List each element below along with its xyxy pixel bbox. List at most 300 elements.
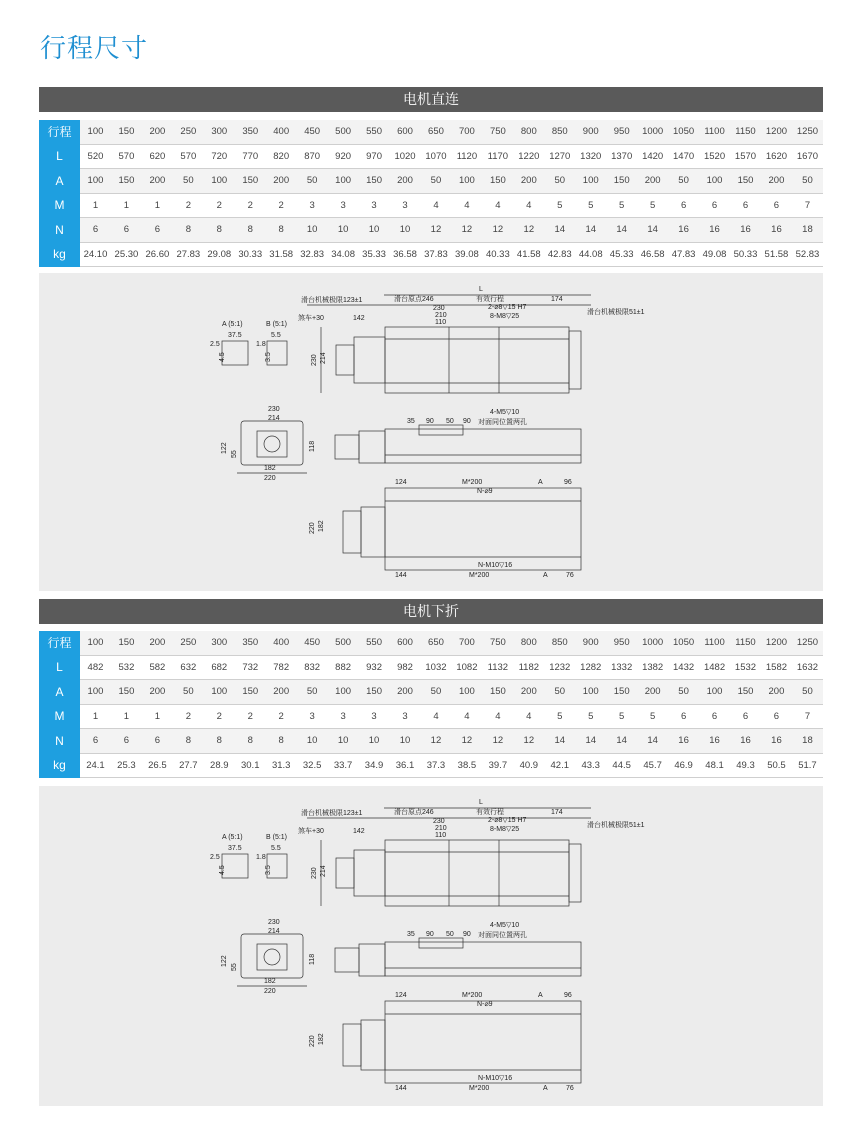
- table-cell: 100: [575, 169, 606, 194]
- dim-label: 8-M8▽25: [490, 826, 520, 833]
- table-cell: 920: [328, 144, 359, 169]
- table-cell: 8: [173, 729, 204, 754]
- table-cell: 1: [142, 704, 173, 729]
- dim-label: M*200: [469, 1085, 490, 1092]
- table-cell: 10: [359, 218, 390, 243]
- row-label: L: [39, 144, 80, 169]
- table-cell: 4: [420, 704, 451, 729]
- dim-label: N-⌀9: [477, 1001, 493, 1008]
- dim-label: 174: [551, 809, 563, 816]
- table-cell: 2: [235, 193, 266, 218]
- table-cell: 570: [111, 144, 142, 169]
- table-cell: 700: [451, 120, 482, 144]
- table-cell: 500: [328, 631, 359, 655]
- table-cell: 36.1: [390, 753, 421, 778]
- table-cell: 16: [730, 729, 761, 754]
- table-cell: 1532: [730, 655, 761, 680]
- dim-label: 滑台原点246: [394, 296, 434, 303]
- dim-label: 煞车+30: [298, 315, 324, 322]
- table-cell: 650: [420, 631, 451, 655]
- dim-label: 96: [564, 479, 572, 486]
- dim-label: 182: [318, 520, 325, 532]
- table-cell: 482: [80, 655, 111, 680]
- table-cell: 1170: [482, 144, 513, 169]
- table-cell: 46.9: [668, 753, 699, 778]
- table-cell: 1082: [451, 655, 482, 680]
- table-cell: 150: [111, 169, 142, 194]
- table-cell: 50: [544, 680, 575, 705]
- table-cell: 4: [513, 704, 544, 729]
- table-cell: 3: [390, 704, 421, 729]
- dim-label: A (5:1): [222, 321, 243, 328]
- table-cell: 7: [792, 193, 823, 218]
- row-label: M: [39, 704, 80, 729]
- table-cell: 650: [420, 120, 451, 144]
- table-cell: 16: [761, 729, 792, 754]
- dim-label: 2-⌀8▽15 H7: [488, 304, 527, 311]
- table-cell: 10: [297, 729, 328, 754]
- table-cell: 1: [142, 193, 173, 218]
- table-cell: 50.33: [730, 242, 761, 267]
- dim-label: 214: [320, 865, 327, 877]
- table-cell: 1050: [668, 631, 699, 655]
- bottom-view: [309, 992, 581, 1092]
- table-cell: 832: [297, 655, 328, 680]
- dim-label: 220: [264, 988, 276, 995]
- table-cell: 50: [173, 169, 204, 194]
- table-cell: 100: [451, 169, 482, 194]
- row-label: N: [39, 218, 80, 243]
- table-cell: 26.5: [142, 753, 173, 778]
- bottom-view: [309, 479, 581, 579]
- dim-label: 110: [435, 832, 447, 839]
- dim-label: N-M10▽16: [478, 1075, 513, 1082]
- dim-label: 4.5: [219, 865, 226, 875]
- table-cell: 1000: [637, 631, 668, 655]
- table-cell: 200: [266, 169, 297, 194]
- table-cell: 800: [513, 120, 544, 144]
- table-cell: 51.7: [792, 753, 823, 778]
- dim-label: 有效行程: [476, 296, 504, 303]
- dim-label: 118: [309, 440, 316, 452]
- dim-label: 5.5: [271, 332, 281, 339]
- table-cell: 31.3: [266, 753, 297, 778]
- dim-label: 37.5: [228, 332, 242, 339]
- table-cell: 150: [730, 680, 761, 705]
- table-cell: 1420: [637, 144, 668, 169]
- table-cell: 200: [390, 680, 421, 705]
- table-cell: 100: [204, 680, 235, 705]
- table-cell: 150: [111, 631, 142, 655]
- dim-label: 220: [309, 1035, 316, 1047]
- dim-label: 滑台机械极限123±1: [301, 297, 363, 304]
- table-cell: 200: [761, 169, 792, 194]
- drawing-panel-direct: [39, 273, 823, 591]
- table-cell: 100: [80, 631, 111, 655]
- table-row: [39, 144, 823, 169]
- dim-label: A (5:1): [222, 834, 243, 841]
- dim-label: A: [538, 479, 543, 486]
- table-cell: 1200: [761, 631, 792, 655]
- table-cell: 532: [111, 655, 142, 680]
- table-cell: 29.08: [204, 242, 235, 267]
- table-cell: 100: [204, 169, 235, 194]
- table-cell: 850: [544, 120, 575, 144]
- table-cell: 14: [606, 218, 637, 243]
- table-cell: 2: [173, 704, 204, 729]
- table-cell: 450: [297, 631, 328, 655]
- table-cell: 40.9: [513, 753, 544, 778]
- table-cell: 16: [668, 729, 699, 754]
- table-cell: 550: [359, 631, 390, 655]
- dim-label: 210: [435, 825, 447, 832]
- dim-label: L: [479, 799, 483, 806]
- section-title-direct: 电机直连: [39, 87, 823, 112]
- table-cell: 3: [297, 704, 328, 729]
- table-cell: 3: [328, 193, 359, 218]
- table-cell: 14: [544, 218, 575, 243]
- dim-label: 90: [426, 418, 434, 425]
- table-cell: 1520: [699, 144, 730, 169]
- table-cell: 600: [390, 120, 421, 144]
- table-cell: 34.08: [328, 242, 359, 267]
- dim-label: 50: [446, 931, 454, 938]
- table-cell: 33.7: [328, 753, 359, 778]
- table-cell: 28.9: [204, 753, 235, 778]
- table-cell: 1320: [575, 144, 606, 169]
- page-title: 行程尺寸: [40, 33, 149, 63]
- table-cell: 200: [142, 169, 173, 194]
- table-cell: 14: [606, 729, 637, 754]
- table-cell: 8: [266, 729, 297, 754]
- table-cell: 1632: [792, 655, 823, 680]
- dim-label: 182: [318, 1033, 325, 1045]
- table-cell: 5: [637, 193, 668, 218]
- table-cell: 43.3: [575, 753, 606, 778]
- dim-label: 50: [446, 418, 454, 425]
- row-label: kg: [39, 753, 80, 778]
- row-label: N: [39, 729, 80, 754]
- table-cell: 150: [235, 680, 266, 705]
- table-cell: 1: [80, 704, 111, 729]
- dim-label: 90: [463, 418, 471, 425]
- table-cell: 200: [637, 169, 668, 194]
- dim-label: 5.5: [271, 845, 281, 852]
- table-cell: 1000: [637, 120, 668, 144]
- table-cell: 150: [235, 169, 266, 194]
- table-cell: 882: [328, 655, 359, 680]
- dim-label: 142: [353, 828, 365, 835]
- table-cell: 200: [142, 631, 173, 655]
- table-cell: 2: [173, 193, 204, 218]
- table-cell: 50: [544, 169, 575, 194]
- table-cell: 932: [359, 655, 390, 680]
- table-cell: 1182: [513, 655, 544, 680]
- table-cell: 6: [761, 704, 792, 729]
- table-cell: 582: [142, 655, 173, 680]
- table-cell: 36.58: [390, 242, 421, 267]
- table-cell: 4: [420, 193, 451, 218]
- table-cell: 5: [544, 193, 575, 218]
- table-cell: 12: [420, 729, 451, 754]
- table-cell: 10: [390, 729, 421, 754]
- dim-label: 96: [564, 992, 572, 999]
- table-cell: 150: [111, 120, 142, 144]
- table-cell: 982: [390, 655, 421, 680]
- dim-label: 对面同位置两孔: [478, 419, 527, 426]
- dim-label: 174: [551, 296, 563, 303]
- table-cell: 570: [173, 144, 204, 169]
- table-cell: 2: [235, 704, 266, 729]
- table-cell: 950: [606, 120, 637, 144]
- table-row: [39, 753, 823, 778]
- table-cell: 14: [544, 729, 575, 754]
- dim-label: 55: [231, 963, 238, 971]
- table-cell: 34.9: [359, 753, 390, 778]
- table-cell: 4: [482, 704, 513, 729]
- table-cell: 200: [637, 680, 668, 705]
- table-cell: 35.33: [359, 242, 390, 267]
- dim-label: 90: [426, 931, 434, 938]
- table-cell: 50: [420, 169, 451, 194]
- table-cell: 400: [266, 631, 297, 655]
- table-cell: 1100: [699, 631, 730, 655]
- table-cell: 250: [173, 631, 204, 655]
- table-cell: 4: [482, 193, 513, 218]
- end-view: [221, 919, 316, 995]
- table-cell: 18: [792, 729, 823, 754]
- table-row: [39, 680, 823, 705]
- table-cell: 1150: [730, 120, 761, 144]
- table-cell: 150: [606, 169, 637, 194]
- table-cell: 6: [668, 704, 699, 729]
- dim-label: 4-M5▽10: [490, 409, 520, 416]
- table-cell: 12: [451, 729, 482, 754]
- table-cell: 5: [575, 704, 606, 729]
- table-cell: 10: [328, 729, 359, 754]
- table-cell: 10: [297, 218, 328, 243]
- dim-label: 滑台机械极限51±1: [587, 309, 645, 316]
- table-cell: 6: [80, 218, 111, 243]
- row-label: A: [39, 680, 80, 705]
- dim-label: 1.8: [256, 854, 266, 861]
- table-cell: 51.58: [761, 242, 792, 267]
- table-cell: 150: [730, 169, 761, 194]
- dim-label: 110: [435, 319, 447, 326]
- table-cell: 750: [482, 120, 513, 144]
- table-cell: 150: [359, 169, 390, 194]
- table-cell: 8: [204, 218, 235, 243]
- table-cell: 550: [359, 120, 390, 144]
- dim-label: 37.5: [228, 845, 242, 852]
- dim-label: M*200: [462, 992, 483, 999]
- table-row: [39, 729, 823, 754]
- table-cell: 1220: [513, 144, 544, 169]
- table-cell: 50.5: [761, 753, 792, 778]
- table-cell: 200: [390, 169, 421, 194]
- table-cell: 300: [204, 631, 235, 655]
- table-row: [39, 193, 823, 218]
- dim-label: A: [543, 1085, 548, 1092]
- dim-label: 182: [264, 465, 276, 472]
- table-row: [39, 655, 823, 680]
- top-view: [298, 286, 645, 393]
- table-cell: 37.83: [420, 242, 451, 267]
- table-row: [39, 242, 823, 267]
- table-cell: 3: [328, 704, 359, 729]
- table-cell: 7: [792, 704, 823, 729]
- dim-label: 35: [407, 931, 415, 938]
- dim-label: 214: [320, 352, 327, 364]
- table-cell: 1332: [606, 655, 637, 680]
- table-cell: 300: [204, 120, 235, 144]
- table-cell: 1: [80, 193, 111, 218]
- technical-drawing: [39, 273, 823, 593]
- table-cell: 8: [266, 218, 297, 243]
- end-view: [221, 406, 316, 482]
- table-cell: 150: [482, 680, 513, 705]
- dim-label: 4.5: [219, 352, 226, 362]
- table-cell: 1200: [761, 120, 792, 144]
- table-cell: 1020: [390, 144, 421, 169]
- table-cell: 10: [328, 218, 359, 243]
- table-cell: 50: [297, 169, 328, 194]
- table-cell: 49.08: [699, 242, 730, 267]
- dim-label: 对面同位置两孔: [478, 932, 527, 939]
- dim-label: 230: [311, 867, 318, 879]
- dim-label: 144: [395, 1085, 407, 1092]
- table-cell: 47.83: [668, 242, 699, 267]
- table-cell: 24.1: [80, 753, 111, 778]
- table-cell: 1132: [482, 655, 513, 680]
- table-cell: 750: [482, 631, 513, 655]
- table-cell: 1370: [606, 144, 637, 169]
- dim-label: 124: [395, 479, 407, 486]
- technical-drawing: [39, 786, 823, 1106]
- table-row: [39, 631, 823, 655]
- table-cell: 1: [111, 704, 142, 729]
- table-cell: 1120: [451, 144, 482, 169]
- table-cell: 24.10: [80, 242, 111, 267]
- table-cell: 520: [80, 144, 111, 169]
- table-cell: 45.33: [606, 242, 637, 267]
- table-cell: 3: [359, 704, 390, 729]
- table-cell: 100: [80, 120, 111, 144]
- table-cell: 100: [575, 680, 606, 705]
- dim-label: A: [543, 572, 548, 579]
- table-cell: 14: [637, 729, 668, 754]
- table-cell: 4: [451, 193, 482, 218]
- table-cell: 150: [359, 680, 390, 705]
- table-cell: 900: [575, 631, 606, 655]
- table-cell: 45.7: [637, 753, 668, 778]
- table-cell: 1050: [668, 120, 699, 144]
- row-label: 行程: [39, 120, 80, 144]
- table-cell: 6: [730, 704, 761, 729]
- table-cell: 30.33: [235, 242, 266, 267]
- table-cell: 49.3: [730, 753, 761, 778]
- side-view: [335, 409, 581, 463]
- table-cell: 39.7: [482, 753, 513, 778]
- table-cell: 682: [204, 655, 235, 680]
- dim-label: 煞车+30: [298, 828, 324, 835]
- table-cell: 5: [637, 704, 668, 729]
- table-row: [39, 218, 823, 243]
- dim-label: 230: [268, 919, 280, 926]
- table-cell: 27.83: [173, 242, 204, 267]
- table-cell: 850: [544, 631, 575, 655]
- table-cell: 50: [173, 680, 204, 705]
- table-cell: 1232: [544, 655, 575, 680]
- table-cell: 400: [266, 120, 297, 144]
- dim-label: 有效行程: [476, 809, 504, 816]
- table-cell: 42.1: [544, 753, 575, 778]
- table-cell: 1032: [420, 655, 451, 680]
- section-title-folded: 电机下折: [39, 599, 823, 624]
- table-cell: 8: [204, 729, 235, 754]
- table-cell: 100: [699, 680, 730, 705]
- table-cell: 5: [606, 193, 637, 218]
- table-cell: 52.83: [792, 242, 823, 267]
- table-cell: 1250: [792, 120, 823, 144]
- table-cell: 50: [297, 680, 328, 705]
- table-cell: 250: [173, 120, 204, 144]
- table-cell: 18: [792, 218, 823, 243]
- dim-label: 90: [463, 931, 471, 938]
- table-cell: 100: [451, 680, 482, 705]
- table-cell: 50: [420, 680, 451, 705]
- table-cell: 16: [668, 218, 699, 243]
- dim-label: 230: [268, 406, 280, 413]
- dim-label: 214: [268, 415, 280, 422]
- table-cell: 450: [297, 120, 328, 144]
- table-cell: 150: [111, 680, 142, 705]
- detail-views: [210, 321, 287, 365]
- table-cell: 700: [451, 631, 482, 655]
- side-view: [335, 922, 581, 976]
- dim-label: 144: [395, 572, 407, 579]
- table-cell: 8: [235, 218, 266, 243]
- dim-label: 4-M5▽10: [490, 922, 520, 929]
- table-cell: 100: [80, 680, 111, 705]
- dim-label: 230: [433, 305, 445, 312]
- table-cell: 3: [297, 193, 328, 218]
- dim-label: 230: [433, 818, 445, 825]
- table-cell: 6: [699, 704, 730, 729]
- dim-label: 220: [309, 522, 316, 534]
- table-cell: 970: [359, 144, 390, 169]
- dim-label: 124: [395, 992, 407, 999]
- table-cell: 1482: [699, 655, 730, 680]
- table-cell: 6: [142, 218, 173, 243]
- table-cell: 2: [204, 704, 235, 729]
- row-label: L: [39, 655, 80, 680]
- dim-label: 76: [566, 572, 574, 579]
- table-cell: 32.5: [297, 753, 328, 778]
- table-cell: 25.3: [111, 753, 142, 778]
- table-cell: 620: [142, 144, 173, 169]
- table-cell: 8: [235, 729, 266, 754]
- table-cell: 16: [730, 218, 761, 243]
- table-cell: 32.83: [297, 242, 328, 267]
- dim-label: 230: [311, 354, 318, 366]
- table-cell: 1432: [668, 655, 699, 680]
- table-cell: 200: [513, 169, 544, 194]
- dim-label: B (5:1): [266, 321, 288, 328]
- dim-label: 122: [221, 955, 228, 967]
- table-cell: 770: [235, 144, 266, 169]
- table-cell: 6: [730, 193, 761, 218]
